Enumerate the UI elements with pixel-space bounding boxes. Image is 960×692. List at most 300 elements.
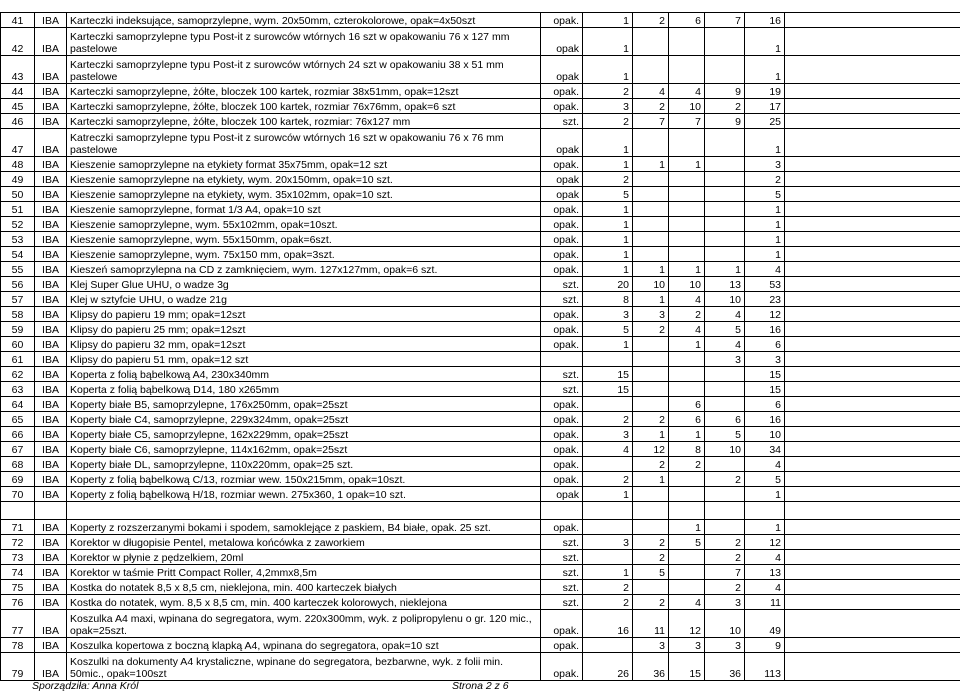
cell-number: 70	[1, 487, 35, 502]
cell-unit: opak	[541, 28, 583, 56]
cell-supplier: IBA	[35, 382, 67, 397]
cell-qty-3	[669, 502, 705, 520]
cell-supplier: IBA	[35, 129, 67, 157]
cell-empty	[785, 412, 960, 427]
cell-qty-1: 1	[583, 202, 633, 217]
cell-total: 12	[745, 307, 785, 322]
cell-empty	[785, 262, 960, 277]
cell-empty	[785, 232, 960, 247]
cell-qty-3: 6	[669, 412, 705, 427]
cell-description: Korektor w taśmie Pritt Compact Roller, 4,2mmx8,5m	[67, 565, 541, 580]
cell-qty-1: 1	[583, 247, 633, 262]
cell-empty	[785, 277, 960, 292]
cell-description: Koperty białe DL, samoprzylepne, 110x220mm, opak=25 szt.	[67, 457, 541, 472]
cell-empty	[785, 202, 960, 217]
cell-total: 13	[745, 565, 785, 580]
table-row	[1, 382, 960, 397]
cell-qty-2	[633, 129, 669, 157]
cell-number: 43	[1, 56, 35, 84]
cell-unit: opak	[541, 487, 583, 502]
cell-empty	[785, 292, 960, 307]
cell-empty	[785, 397, 960, 412]
cell-qty-1: 26	[583, 653, 633, 681]
cell-total: 4	[745, 457, 785, 472]
cell-qty-2: 10	[633, 277, 669, 292]
cell-unit: opak.	[541, 520, 583, 535]
cell-qty-3: 10	[669, 99, 705, 114]
cell-supplier: IBA	[35, 535, 67, 550]
cell-qty-1: 3	[583, 427, 633, 442]
cell-unit: opak.	[541, 322, 583, 337]
cell-description: Karteczki samoprzylepne typu Post-it z surowców wtórnych 16 szt w opakowaniu 76 x 127 mm pastelowe	[67, 28, 541, 56]
cell-qty-2	[633, 217, 669, 232]
cell-total: 5	[745, 187, 785, 202]
cell-qty-4: 7	[705, 565, 745, 580]
cell-description: Kieszenie samoprzylepne, wym. 55x102mm, opak=10szt.	[67, 217, 541, 232]
table-row	[1, 99, 960, 114]
cell-unit: opak.	[541, 457, 583, 472]
table-row	[1, 610, 960, 638]
cell-qty-4: 2	[705, 99, 745, 114]
cell-qty-4: 36	[705, 653, 745, 681]
cell-qty-2	[633, 352, 669, 367]
cell-unit: opak.	[541, 307, 583, 322]
cell-total: 19	[745, 84, 785, 99]
cell-unit: szt.	[541, 367, 583, 382]
cell-number: 78	[1, 638, 35, 653]
cell-supplier: IBA	[35, 352, 67, 367]
cell-qty-4: 9	[705, 114, 745, 129]
cell-number: 52	[1, 217, 35, 232]
cell-empty	[785, 535, 960, 550]
cell-number: 74	[1, 565, 35, 580]
cell-qty-2	[633, 520, 669, 535]
cell-empty	[785, 307, 960, 322]
cell-qty-4: 2	[705, 472, 745, 487]
cell-number: 71	[1, 520, 35, 535]
cell-total: 15	[745, 382, 785, 397]
cell-supplier: IBA	[35, 157, 67, 172]
cell-description: Koszulki na dokumenty A4 krystaliczne, wpinane do segregatora, bezbarwne, wyk. z folii min. 50mic., opak=100szt	[67, 653, 541, 681]
cell-supplier: IBA	[35, 653, 67, 681]
table-row	[1, 520, 960, 535]
cell-description: Koszulka A4 maxi, wpinana do segregatora, wym. 220x300mm, wyk. z polipropylenu o gr. 120 mic., opak=25szt.	[67, 610, 541, 638]
cell-description: Koperta z folią bąbelkową A4, 230x340mm	[67, 367, 541, 382]
cell-number: 60	[1, 337, 35, 352]
cell-description: Koperty białe C6, samoprzylepne, 114x162mm, opak=25szt	[67, 442, 541, 457]
table-row	[1, 367, 960, 382]
cell-total: 34	[745, 442, 785, 457]
cell-number: 50	[1, 187, 35, 202]
cell-total: 1	[745, 56, 785, 84]
cell-description: Korektor w płynie z pędzelkiem, 20ml	[67, 550, 541, 565]
cell-qty-1: 16	[583, 610, 633, 638]
cell-empty	[785, 520, 960, 535]
cell-qty-1: 2	[583, 84, 633, 99]
cell-supplier: IBA	[35, 337, 67, 352]
cell-qty-1	[583, 520, 633, 535]
cell-qty-2: 1	[633, 292, 669, 307]
table-row	[1, 247, 960, 262]
cell-empty	[785, 550, 960, 565]
cell-qty-3: 15	[669, 653, 705, 681]
cell-unit: opak.	[541, 653, 583, 681]
table-row	[1, 292, 960, 307]
table-row	[1, 638, 960, 653]
cell-supplier: IBA	[35, 307, 67, 322]
table-row	[1, 653, 960, 681]
cell-description: Kieszeń samoprzylepna na CD z zamknięciem, wym. 127x127mm, opak=6 szt.	[67, 262, 541, 277]
cell-qty-4: 2	[705, 550, 745, 565]
cell-qty-1: 1	[583, 217, 633, 232]
cell-total: 16	[745, 13, 785, 28]
cell-supplier: IBA	[35, 427, 67, 442]
cell-number	[1, 502, 35, 520]
cell-unit: szt.	[541, 382, 583, 397]
cell-number: 65	[1, 412, 35, 427]
cell-qty-3: 1	[669, 427, 705, 442]
cell-unit: szt.	[541, 595, 583, 610]
cell-unit: szt.	[541, 550, 583, 565]
cell-description: Kieszenie samoprzylepne na etykiety, wym. 35x102mm, opak=10 szt.	[67, 187, 541, 202]
cell-qty-3	[669, 247, 705, 262]
cell-description: Koperty białe C5, samoprzylepne, 162x229mm, opak=25szt	[67, 427, 541, 442]
cell-number: 67	[1, 442, 35, 457]
cell-number: 64	[1, 397, 35, 412]
cell-qty-3: 1	[669, 157, 705, 172]
table-row	[1, 187, 960, 202]
table-row	[1, 337, 960, 352]
cell-qty-2: 2	[633, 535, 669, 550]
cell-supplier: IBA	[35, 322, 67, 337]
spacer-row	[1, 502, 960, 520]
cell-qty-3	[669, 550, 705, 565]
cell-qty-2: 1	[633, 472, 669, 487]
cell-qty-4	[705, 382, 745, 397]
cell-number: 79	[1, 653, 35, 681]
cell-qty-3	[669, 367, 705, 382]
cell-qty-1: 20	[583, 277, 633, 292]
cell-total: 3	[745, 352, 785, 367]
cell-qty-3: 7	[669, 114, 705, 129]
cell-total: 6	[745, 337, 785, 352]
cell-description: Klipsy do papieru 25 mm; opak=12szt	[67, 322, 541, 337]
cell-qty-2: 2	[633, 412, 669, 427]
cell-description: Koperty z folią bąbelkową H/18, rozmiar wewn. 275x360, 1 opak=10 szt.	[67, 487, 541, 502]
cell-qty-1: 2	[583, 114, 633, 129]
cell-description: Kieszenie samoprzylepne, wym. 55x150mm, opak=6szt.	[67, 232, 541, 247]
cell-empty	[785, 472, 960, 487]
cell-unit: opak	[541, 129, 583, 157]
cell-qty-3	[669, 172, 705, 187]
cell-number: 76	[1, 595, 35, 610]
cell-supplier: IBA	[35, 84, 67, 99]
cell-unit: opak.	[541, 638, 583, 653]
cell-qty-2	[633, 487, 669, 502]
table-row	[1, 28, 960, 56]
cell-unit: opak.	[541, 397, 583, 412]
cell-qty-3	[669, 217, 705, 232]
cell-number: 46	[1, 114, 35, 129]
cell-description: Koperty z folią bąbelkową C/13, rozmiar wew. 150x215mm, opak=10szt.	[67, 472, 541, 487]
cell-empty	[785, 638, 960, 653]
cell-empty	[785, 337, 960, 352]
cell-total: 17	[745, 99, 785, 114]
table-row	[1, 427, 960, 442]
cell-total: 16	[745, 322, 785, 337]
cell-empty	[785, 457, 960, 472]
cell-number: 63	[1, 382, 35, 397]
cell-qty-3	[669, 382, 705, 397]
cell-qty-3	[669, 56, 705, 84]
cell-unit: opak	[541, 172, 583, 187]
cell-number: 61	[1, 352, 35, 367]
cell-qty-4: 2	[705, 535, 745, 550]
table-row	[1, 114, 960, 129]
cell-empty	[785, 565, 960, 580]
table-row	[1, 307, 960, 322]
cell-number: 41	[1, 13, 35, 28]
cell-empty	[785, 442, 960, 457]
cell-qty-2	[633, 172, 669, 187]
cell-unit: opak.	[541, 337, 583, 352]
cell-supplier: IBA	[35, 202, 67, 217]
author-label: Sporządziła: Anna Król	[32, 680, 139, 692]
cell-total: 5	[745, 472, 785, 487]
cell-description: Koperty białe C4, samoprzylepne, 229x324mm, opak=25szt	[67, 412, 541, 427]
cell-qty-1: 3	[583, 535, 633, 550]
cell-supplier: IBA	[35, 292, 67, 307]
cell-qty-2: 4	[633, 84, 669, 99]
cell-empty	[785, 367, 960, 382]
cell-qty-4: 7	[705, 13, 745, 28]
table-row	[1, 565, 960, 580]
cell-total: 1	[745, 129, 785, 157]
cell-total: 4	[745, 580, 785, 595]
cell-supplier: IBA	[35, 550, 67, 565]
cell-description: Kieszenie samoprzylepne, wym. 75x150 mm, opak=3szt.	[67, 247, 541, 262]
cell-unit: szt.	[541, 114, 583, 129]
table-body	[1, 13, 960, 681]
cell-qty-3	[669, 232, 705, 247]
cell-empty	[785, 99, 960, 114]
cell-total: 2	[745, 172, 785, 187]
cell-qty-2	[633, 247, 669, 262]
cell-unit: szt.	[541, 565, 583, 580]
cell-number: 57	[1, 292, 35, 307]
table-row	[1, 217, 960, 232]
cell-qty-3	[669, 28, 705, 56]
table-row	[1, 322, 960, 337]
cell-unit: opak	[541, 187, 583, 202]
cell-description: Klipsy do papieru 32 mm, opak=12szt	[67, 337, 541, 352]
cell-qty-2: 2	[633, 595, 669, 610]
cell-qty-3: 10	[669, 277, 705, 292]
cell-total: 3	[745, 157, 785, 172]
cell-total: 4	[745, 262, 785, 277]
cell-qty-4	[705, 247, 745, 262]
cell-supplier: IBA	[35, 99, 67, 114]
cell-supplier: IBA	[35, 457, 67, 472]
cell-empty	[785, 502, 960, 520]
cell-qty-1: 15	[583, 382, 633, 397]
table-row	[1, 487, 960, 502]
cell-unit: opak.	[541, 412, 583, 427]
cell-number: 62	[1, 367, 35, 382]
cell-qty-2	[633, 367, 669, 382]
cell-qty-1: 1	[583, 565, 633, 580]
cell-qty-4	[705, 187, 745, 202]
cell-qty-3: 4	[669, 595, 705, 610]
cell-qty-4	[705, 397, 745, 412]
cell-qty-2: 2	[633, 322, 669, 337]
cell-total: 113	[745, 653, 785, 681]
cell-qty-3	[669, 487, 705, 502]
cell-qty-4: 5	[705, 427, 745, 442]
cell-number: 73	[1, 550, 35, 565]
cell-total: 53	[745, 277, 785, 292]
cell-description: Kieszenie samoprzylepne, format 1/3 A4, opak=10 szt	[67, 202, 541, 217]
cell-unit: opak.	[541, 262, 583, 277]
cell-supplier: IBA	[35, 487, 67, 502]
cell-number: 49	[1, 172, 35, 187]
table-row	[1, 397, 960, 412]
cell-empty	[785, 580, 960, 595]
cell-description: Karteczki samoprzylepne, żółte, bloczek 100 kartek, rozmiar 76x76mm, opak=6 szt	[67, 99, 541, 114]
cell-supplier: IBA	[35, 367, 67, 382]
cell-qty-2: 3	[633, 307, 669, 322]
table-row	[1, 232, 960, 247]
cell-qty-1: 1	[583, 262, 633, 277]
cell-qty-2	[633, 232, 669, 247]
cell-number: 58	[1, 307, 35, 322]
cell-number: 51	[1, 202, 35, 217]
cell-qty-4	[705, 129, 745, 157]
cell-unit: szt.	[541, 580, 583, 595]
cell-total: 10	[745, 427, 785, 442]
table-row	[1, 442, 960, 457]
cell-empty	[785, 610, 960, 638]
cell-number: 68	[1, 457, 35, 472]
cell-qty-3	[669, 580, 705, 595]
cell-description: Koperty białe B5, samoprzylepne, 176x250mm, opak=25szt	[67, 397, 541, 412]
cell-number: 42	[1, 28, 35, 56]
cell-qty-4	[705, 487, 745, 502]
cell-qty-2: 5	[633, 565, 669, 580]
table-row	[1, 412, 960, 427]
cell-empty	[785, 114, 960, 129]
cell-total: 15	[745, 367, 785, 382]
cell-unit	[541, 502, 583, 520]
table-row	[1, 84, 960, 99]
cell-supplier: IBA	[35, 277, 67, 292]
cell-description: Koperta z folią bąbelkową D14, 180 x265mm	[67, 382, 541, 397]
table-row	[1, 550, 960, 565]
cell-description: Kostka do notatek, wym. 8,5 x 8,5 cm, min. 400 karteczek kolorowych, nieklejona	[67, 595, 541, 610]
cell-unit	[541, 352, 583, 367]
cell-supplier: IBA	[35, 172, 67, 187]
cell-qty-1: 2	[583, 595, 633, 610]
cell-total: 12	[745, 535, 785, 550]
cell-qty-1: 1	[583, 56, 633, 84]
cell-number: 66	[1, 427, 35, 442]
cell-qty-1: 15	[583, 367, 633, 382]
cell-number: 72	[1, 535, 35, 550]
cell-empty	[785, 56, 960, 84]
table-row	[1, 595, 960, 610]
cell-qty-2	[633, 56, 669, 84]
cell-empty	[785, 13, 960, 28]
cell-description: Karteczki samoprzylepne, żółte, bloczek 100 kartek, rozmiar 38x51mm, opak=12szt	[67, 84, 541, 99]
cell-qty-1	[583, 502, 633, 520]
cell-total: 1	[745, 217, 785, 232]
cell-qty-4: 4	[705, 337, 745, 352]
cell-qty-2: 1	[633, 157, 669, 172]
cell-number: 56	[1, 277, 35, 292]
cell-supplier: IBA	[35, 114, 67, 129]
cell-qty-4	[705, 202, 745, 217]
cell-qty-3	[669, 352, 705, 367]
cell-qty-1	[583, 397, 633, 412]
cell-qty-3: 5	[669, 535, 705, 550]
cell-description: Klipsy do papieru 19 mm; opak=12szt	[67, 307, 541, 322]
cell-qty-4: 9	[705, 84, 745, 99]
cell-qty-2	[633, 28, 669, 56]
cell-qty-2	[633, 202, 669, 217]
cell-qty-2: 36	[633, 653, 669, 681]
cell-number: 75	[1, 580, 35, 595]
cell-qty-2	[633, 382, 669, 397]
cell-number: 59	[1, 322, 35, 337]
cell-qty-3: 12	[669, 610, 705, 638]
table-row	[1, 352, 960, 367]
cell-qty-4	[705, 172, 745, 187]
cell-supplier: IBA	[35, 397, 67, 412]
cell-unit: opak.	[541, 472, 583, 487]
cell-qty-1: 1	[583, 232, 633, 247]
cell-qty-3: 1	[669, 262, 705, 277]
cell-qty-1: 1	[583, 487, 633, 502]
table-row	[1, 202, 960, 217]
cell-qty-1	[583, 352, 633, 367]
cell-total: 6	[745, 397, 785, 412]
cell-qty-4	[705, 367, 745, 382]
table-row	[1, 157, 960, 172]
cell-qty-1: 2	[583, 472, 633, 487]
cell-qty-1	[583, 457, 633, 472]
cell-number: 69	[1, 472, 35, 487]
cell-qty-1: 1	[583, 28, 633, 56]
cell-description: Klej w sztyfcie UHU, o wadze 21g	[67, 292, 541, 307]
cell-description: Karteczki samoprzylepne typu Post-it z surowców wtórnych 24 szt w opakowaniu 38 x 51 mm pastelowe	[67, 56, 541, 84]
cell-empty	[785, 157, 960, 172]
cell-description: Kieszenie samoprzylepne na etykiety, wym. 20x150mm, opak=10 szt.	[67, 172, 541, 187]
cell-qty-4	[705, 157, 745, 172]
cell-qty-3	[669, 187, 705, 202]
cell-qty-4	[705, 457, 745, 472]
cell-qty-2	[633, 502, 669, 520]
cell-qty-3: 1	[669, 337, 705, 352]
cell-qty-2: 2	[633, 457, 669, 472]
table-row	[1, 129, 960, 157]
cell-description: Korektor w długopisie Pentel, metalowa końcówka z zaworkiem	[67, 535, 541, 550]
cell-description: Kieszenie samoprzylepne na etykiety format 35x75mm, opak=12 szt	[67, 157, 541, 172]
cell-empty	[785, 84, 960, 99]
cell-total: 16	[745, 412, 785, 427]
cell-supplier: IBA	[35, 247, 67, 262]
cell-number: 54	[1, 247, 35, 262]
cell-qty-2: 1	[633, 427, 669, 442]
